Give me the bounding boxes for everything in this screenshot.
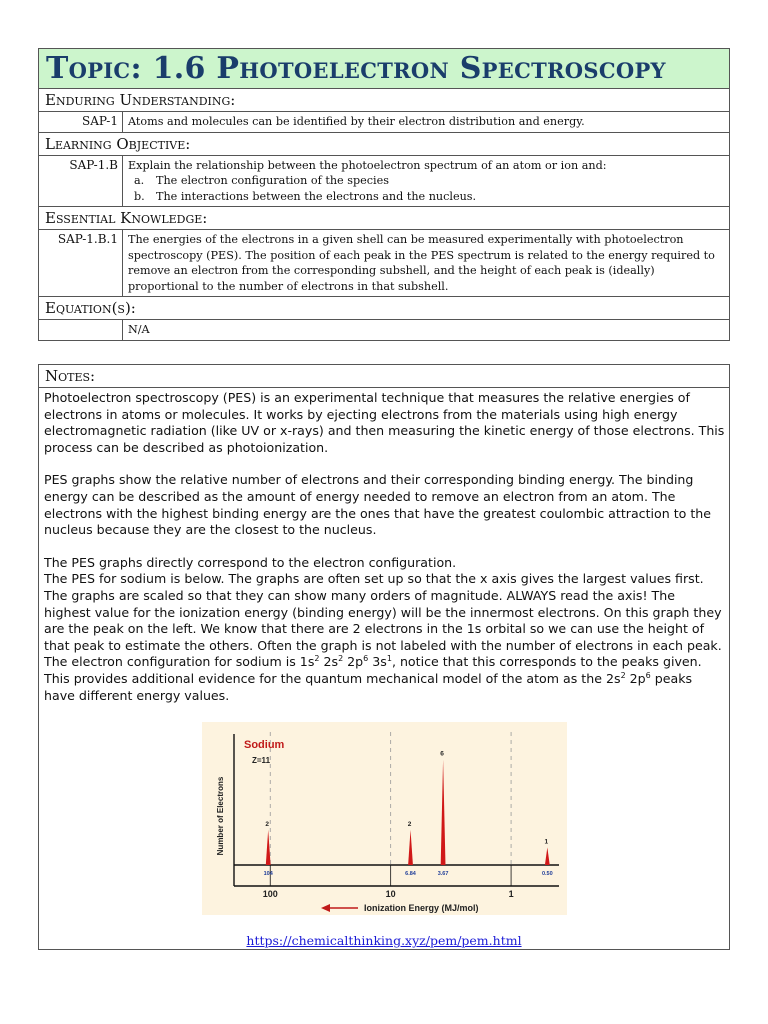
objective-cell: [123, 156, 729, 207]
chart-peak-count-label: 6: [440, 750, 444, 758]
chart-peak: [408, 830, 413, 865]
notes-heading: Notes:: [39, 365, 729, 388]
xlabel-arrow-group: [321, 904, 358, 912]
objective-item-letter: b.: [134, 189, 145, 203]
knowledge-heading: Essential Knowledge:: [39, 207, 729, 230]
arrow-head-icon: [321, 904, 330, 912]
chart-peak-count-label: 2: [407, 820, 412, 828]
config-text: , notice that this corresponds to the peaks given. This provides additional evidence for the quantum mechanical model of the atom as the 2s: [44, 654, 702, 686]
chart-xlabel: Ionization Energy (MJ/mol): [364, 903, 479, 913]
notes-paragraph: Photoelectron spectroscopy (PES) is an experimental technique that measures the relative energies of electrons in atoms or molecules. It works by ejecting electrons from the materials using high energy electromagnetic radiation (like UV or x-rays) and then measuring the kinetic energy of those electrons. This process can be described as photoionization.: [44, 390, 725, 455]
objective-row: [39, 156, 729, 208]
superscript: 6: [363, 654, 369, 664]
notes-box: [38, 364, 730, 950]
enduring-text: Atoms and molecules can be identified by their electron distribution and energy.: [128, 115, 585, 128]
superscript: 6: [645, 670, 651, 680]
objective-item: [128, 189, 724, 205]
equation-text: N/A: [128, 323, 150, 336]
chart-tick-label: 100: [262, 889, 278, 899]
enduring-code: SAP-1: [39, 112, 123, 132]
knowledge-code: SAP-1.B.1: [39, 230, 123, 296]
config-text: 2s: [319, 654, 339, 670]
superscript: 2: [314, 654, 320, 664]
superscript: 2: [620, 670, 626, 680]
config-text: The electron configuration for sodium is 1s: [44, 654, 315, 670]
topic-table: [38, 48, 730, 341]
objective-heading: Learning Objective:: [39, 133, 729, 156]
objective-code: SAP-1.B: [39, 156, 123, 207]
superscript: 1: [386, 654, 392, 664]
chart-peak-energy-label: 3.67: [437, 871, 449, 877]
pes-chart-figure: [202, 722, 567, 915]
objective-item-letter: a.: [134, 174, 145, 187]
equation-code: [39, 320, 123, 340]
objective-item-text: The interactions between the electrons and the nucleus.: [156, 189, 477, 203]
chart-tick-label: 10: [385, 889, 396, 899]
chart-tick-label: 1: [508, 889, 514, 899]
knowledge-text: The energies of the electrons in a given shell can be measured experimentally with photoelectron spectroscopy (PES). The position of each peak in the PES spectrum is related to the energy required to remove an electron from the corresponding subshell, and the height of each peak is (ideally) proportional to the number of electrons in that subshell.: [128, 233, 715, 293]
notes-body: [39, 388, 729, 704]
equation-row: [39, 320, 729, 340]
source-link-row: [39, 933, 729, 948]
notes-paragraph: The PES graphs directly correspond to the electron configuration.: [44, 554, 457, 570]
chart-title: Sodium: [244, 739, 285, 751]
knowledge-row: [39, 230, 729, 297]
superscript: 2: [338, 654, 344, 664]
objective-text: Explain the relationship between the photoelectron spectrum of an atom or ion and:: [128, 158, 607, 172]
source-link[interactable]: https://chemicalthinking.xyz/pem/pem.html: [246, 933, 522, 948]
chart-subtitle: Z=11: [252, 756, 271, 765]
objective-item: [128, 173, 724, 189]
chart-peak-count-label: 1: [544, 838, 549, 846]
config-text: 2p: [343, 654, 364, 670]
pes-chart: [202, 722, 567, 915]
chart-peak-energy-label: 104: [263, 871, 273, 877]
chart-peak: [441, 760, 446, 865]
notes-paragraph: The PES for sodium is below. The graphs are often set up so that the x axis gives the largest values first. The graphs are scaled so that they can show many orders of magnitude. ALWAYS read the axis! The highest value for the ionization energy (binding energy) will be the innermost electrons. On this graph they are the peak on the left. We know that there are 2 electrons in the 1s orbital so we can use the height of that peak to estimate the others. Often the graph is not labeled with the number of electrons in each peak.: [44, 571, 722, 653]
chart-peak-energy-label: 0.50: [541, 871, 553, 877]
page-title: Topic: 1.6 Photoelectron Spectroscopy: [39, 49, 729, 89]
objective-item-text: The electron configuration of the species: [156, 174, 389, 187]
enduring-heading: Enduring Understanding:: [39, 89, 729, 112]
notes-paragraph: PES graphs show the relative number of electrons and their corresponding binding energy. The binding energy can be described as the amount of energy needed to remove an electron from an atom. The electrons with the highest binding energy are the ones that have the greatest coulombic attraction to the nucleus because they are the closest to the nucleus.: [44, 472, 712, 538]
chart-peak: [545, 847, 550, 865]
equation-heading: Equation(s):: [39, 297, 729, 320]
chart-peak-count-label: 2: [265, 820, 270, 828]
notes-paragraph-config: [44, 654, 725, 704]
objective-list: [128, 173, 724, 204]
enduring-row: [39, 112, 729, 133]
chart-ylabel: Number of Electrons: [216, 776, 225, 856]
config-text: 3s: [368, 654, 387, 670]
config-text: 2p: [625, 670, 646, 686]
config-text: peaks have different energy values.: [44, 670, 693, 703]
chart-peak-energy-label: 6.84: [405, 871, 416, 877]
